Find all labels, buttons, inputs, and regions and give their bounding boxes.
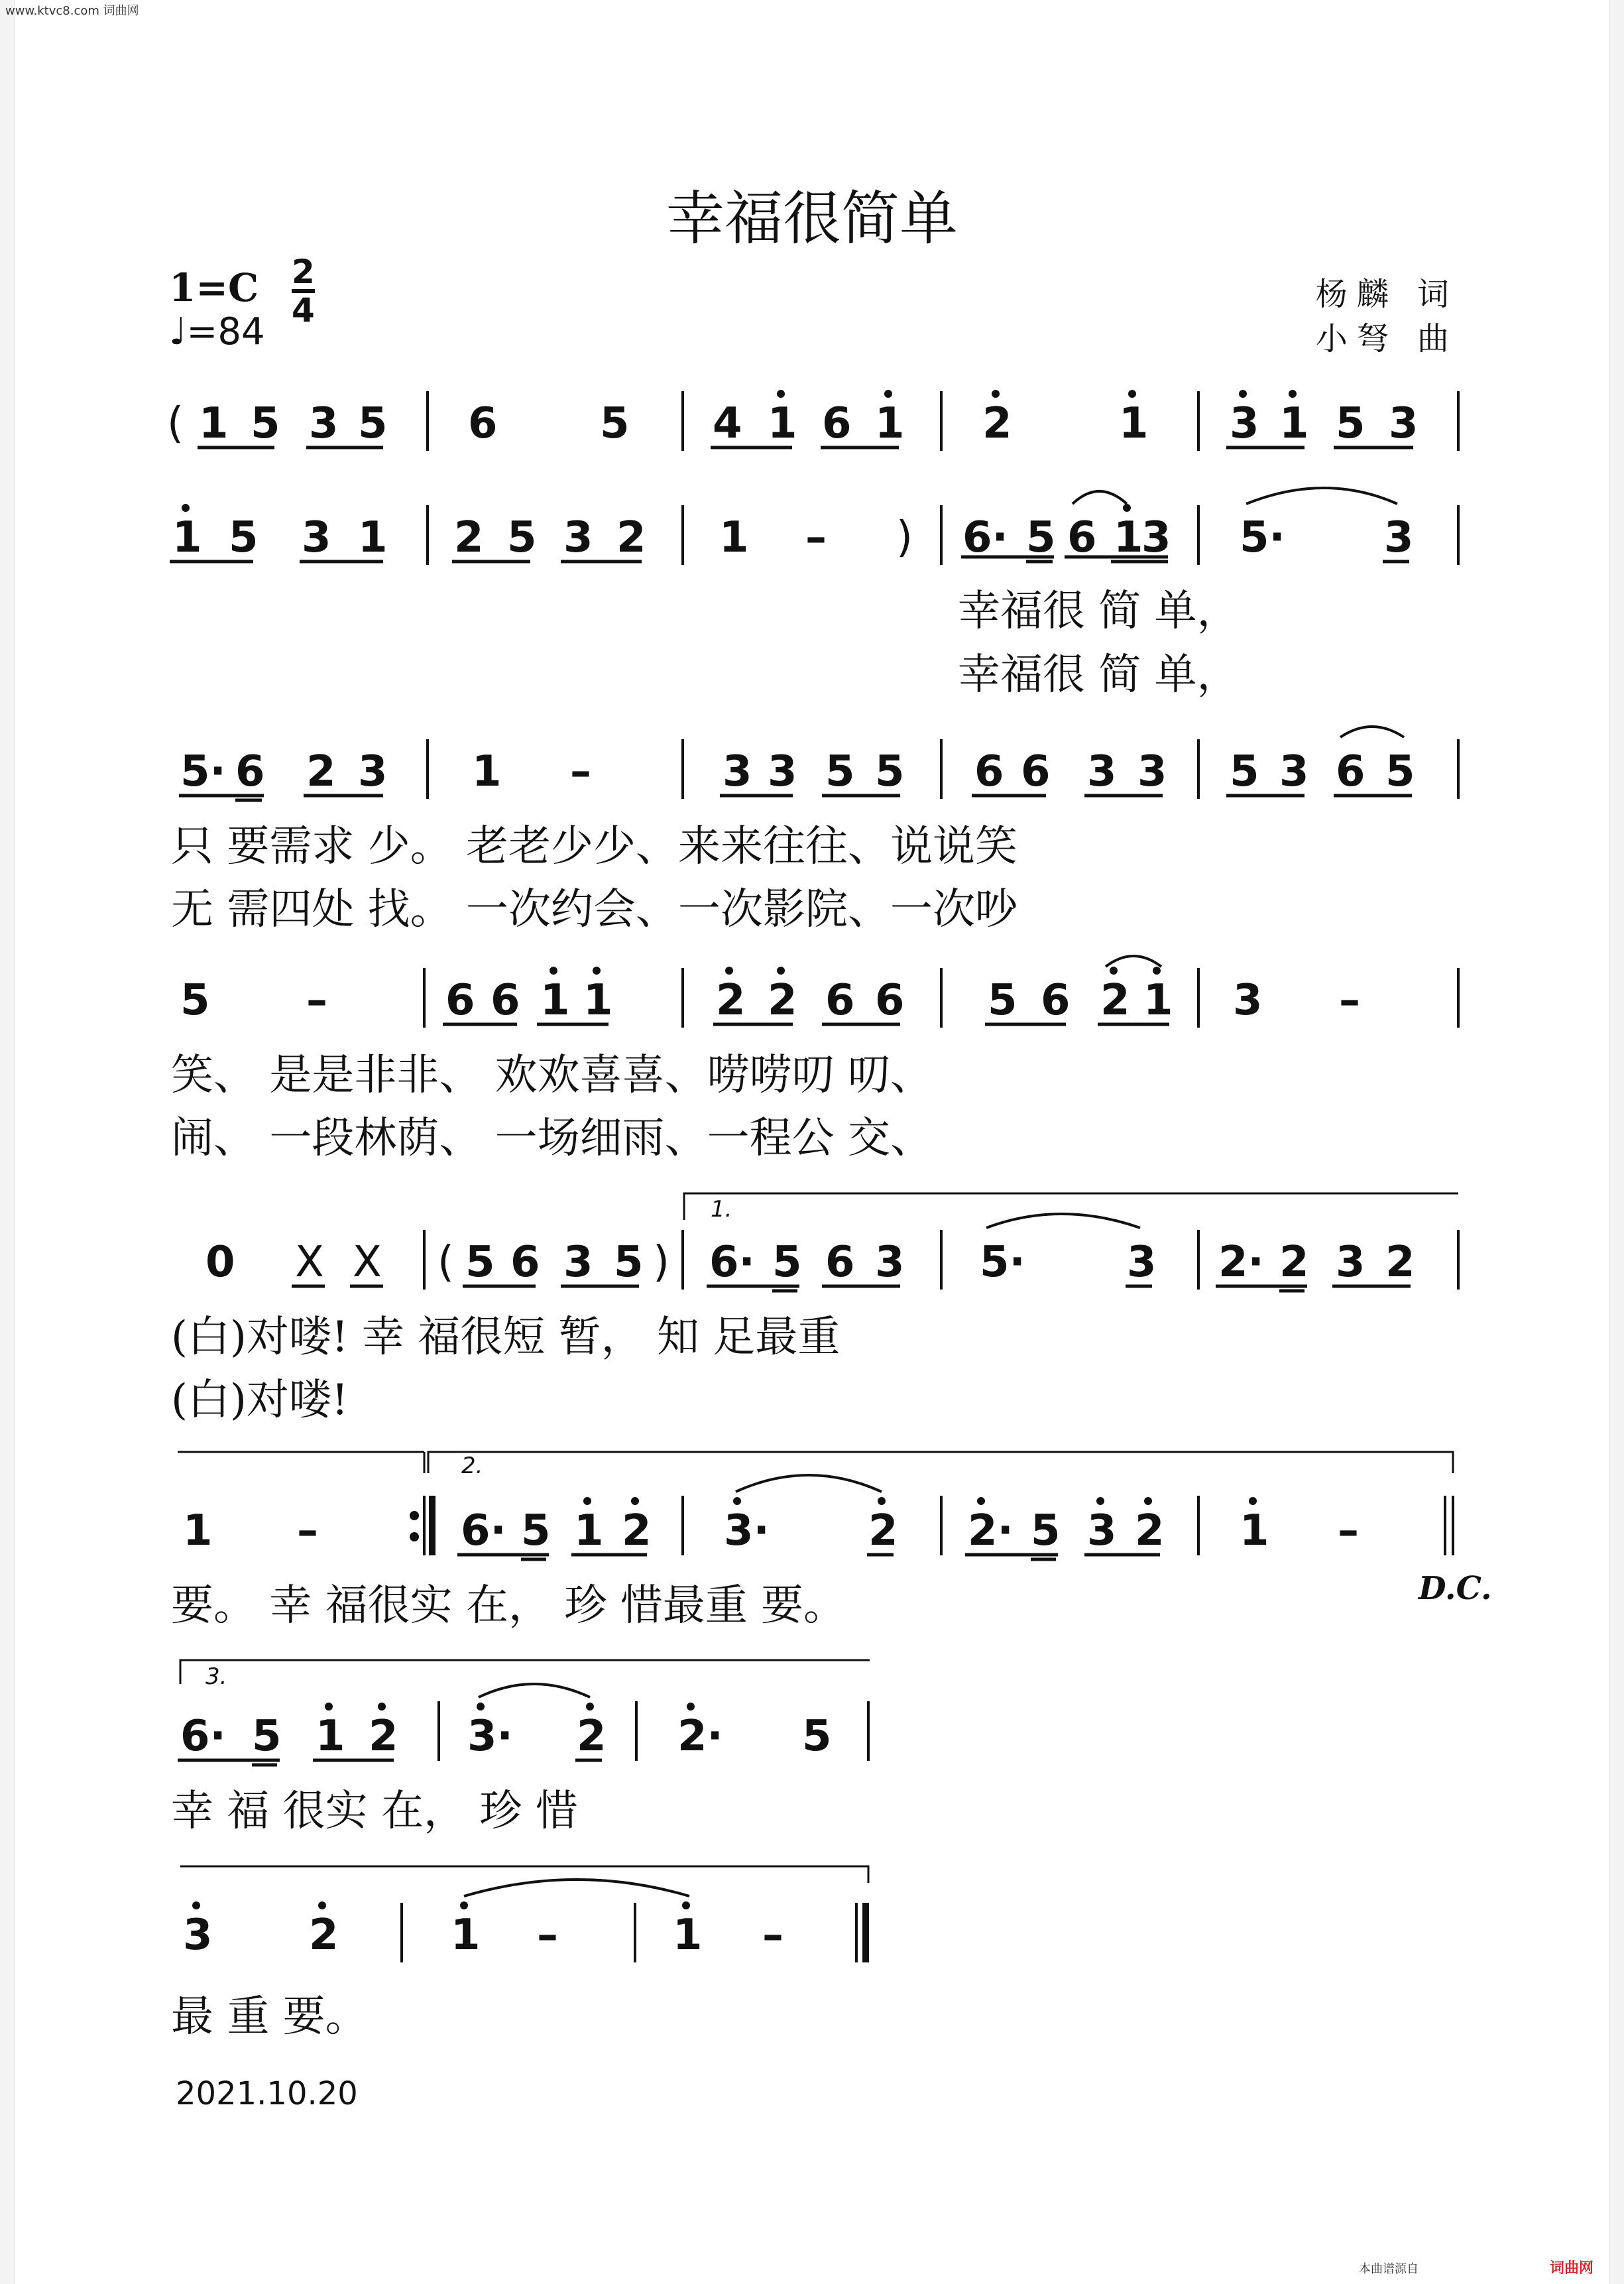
lyric-line: (白)对喽! xyxy=(171,1376,349,1425)
note: 5· xyxy=(180,747,226,796)
lyric-line: 最 重 要。 xyxy=(171,1992,368,2041)
note: 3 xyxy=(875,1238,905,1287)
note: 2· xyxy=(677,1712,723,1761)
dash: – xyxy=(537,1911,558,1960)
lyric-line: 闹、 一段林荫、 一场细雨、一程公 交、 xyxy=(171,1114,933,1163)
note: 6 xyxy=(510,1238,540,1287)
note: 5· xyxy=(1240,513,1285,562)
note: 6· xyxy=(709,1238,755,1287)
note: 2 xyxy=(1385,1238,1415,1287)
note: 5 xyxy=(507,513,537,562)
note: 3 xyxy=(183,1911,213,1960)
volta-1: 1. xyxy=(711,1196,732,1223)
note: 3 xyxy=(768,747,797,796)
note: 5 xyxy=(875,747,905,796)
dash: – xyxy=(306,976,327,1025)
note: 5 xyxy=(252,1712,282,1761)
page-title: 幸福很简单 xyxy=(666,184,958,253)
notation-row-1 xyxy=(167,390,1458,451)
note: 5 xyxy=(521,1506,551,1555)
footer-brand-logo[interactable]: 词曲网 xyxy=(1549,2260,1594,2277)
note: 3 xyxy=(1230,399,1259,448)
tempo-value: =84 xyxy=(186,310,265,353)
notation-row-4 xyxy=(180,956,1458,1028)
note: 5 xyxy=(614,1238,644,1287)
dash: – xyxy=(805,513,827,562)
note: 6· xyxy=(461,1506,506,1555)
note: 1 xyxy=(1114,513,1143,562)
note: 2 xyxy=(454,513,484,562)
note: 5 xyxy=(802,1712,832,1761)
note: 1 xyxy=(451,1911,481,1960)
notation-row-6 xyxy=(178,1452,1453,1559)
note: 6 xyxy=(1021,747,1051,796)
note: 6 xyxy=(1336,747,1365,796)
note: 2· xyxy=(968,1506,1014,1555)
lyric-line: 要。 幸 福很实 在， 珍 惜最重 要。 xyxy=(171,1581,846,1630)
note: 1 xyxy=(719,513,749,562)
note: 6 xyxy=(825,1238,855,1287)
note: 1 xyxy=(1240,1506,1269,1555)
note: X xyxy=(353,1238,382,1287)
note: X xyxy=(295,1238,324,1287)
note: 2 xyxy=(306,747,336,796)
note: 3 xyxy=(309,399,339,448)
note: 2 xyxy=(982,399,1012,448)
note: 1 xyxy=(875,399,905,448)
notation-row-3 xyxy=(179,727,1458,800)
composer-credit: 小弩 曲 xyxy=(1315,320,1458,357)
note: 2 xyxy=(868,1506,898,1555)
site-watermark: www.ktvc8.com 词曲网 xyxy=(5,4,139,18)
note: 5 xyxy=(358,399,388,448)
note: 3 xyxy=(1137,747,1167,796)
notation-row-7 xyxy=(178,1660,870,1765)
note: 5 xyxy=(600,399,630,448)
lyricist-credit: 杨麟 词 xyxy=(1315,276,1458,313)
key-signature: 1=C xyxy=(169,265,259,310)
note: 5 xyxy=(1336,399,1365,448)
note: 1 xyxy=(768,399,797,448)
note: 3 xyxy=(1384,513,1414,562)
lyric-line: 幸福很 简 单， xyxy=(958,650,1240,699)
note: 3 xyxy=(723,747,752,796)
note: 6· xyxy=(180,1712,226,1761)
note: 1 xyxy=(316,1712,345,1761)
note: 3 xyxy=(563,513,593,562)
note: 5 xyxy=(1230,747,1259,796)
note: 6 xyxy=(974,747,1004,796)
notation-row-5 xyxy=(205,1193,1458,1291)
note: 5 xyxy=(1026,513,1056,562)
note: 1 xyxy=(574,1506,604,1555)
dash: – xyxy=(1338,1506,1359,1555)
note: 6 xyxy=(875,976,905,1025)
note: 3 xyxy=(1087,1506,1117,1555)
note: 6· xyxy=(962,513,1008,562)
lyric-line: 笑、 是是非非、 欢欢喜喜、唠唠叨 叨、 xyxy=(171,1051,933,1100)
date-stamp: 2021.10.20 xyxy=(176,2075,358,2112)
note: 6 xyxy=(822,399,852,448)
dash: – xyxy=(297,1506,318,1555)
note: 5· xyxy=(980,1238,1025,1287)
note: 5 xyxy=(251,399,280,448)
volta-3: 3. xyxy=(205,1663,227,1690)
note: 6 xyxy=(235,747,265,796)
lyric-line: 幸福很 简 单， xyxy=(958,587,1240,636)
dash: – xyxy=(762,1911,783,1960)
note: 5 xyxy=(772,1238,802,1287)
note: 5 xyxy=(465,1238,495,1287)
note: 2· xyxy=(1218,1238,1264,1287)
close-paren: ) xyxy=(653,1238,669,1287)
note: 2 xyxy=(616,513,646,562)
note: 5 xyxy=(180,976,210,1025)
footer-source-text: 本曲谱源自 xyxy=(1359,2262,1419,2276)
note: 1 xyxy=(540,976,570,1025)
dash: – xyxy=(570,747,591,796)
note: 2 xyxy=(309,1911,339,1960)
note: 1 xyxy=(1279,399,1309,448)
note: 1 xyxy=(472,747,502,796)
lyric-line: (白)对喽! 幸 福很短 暂， 知 足最重 xyxy=(171,1313,841,1362)
note: 0 xyxy=(205,1238,235,1287)
note: 3 xyxy=(1279,747,1309,796)
notation-row-2 xyxy=(170,488,1458,565)
note: 2 xyxy=(768,976,797,1025)
note: 3 xyxy=(302,513,331,562)
note: 1 xyxy=(1119,399,1149,448)
note: 5 xyxy=(1385,747,1415,796)
notation-row-8 xyxy=(180,1866,868,1962)
volta-2: 2. xyxy=(461,1453,483,1479)
note: 5 xyxy=(825,747,855,796)
note: 3 xyxy=(1127,1238,1157,1287)
note: 2 xyxy=(577,1712,607,1761)
lyric-line: 只 要需求 少。 老老少少、来来往往、说说笑 xyxy=(171,822,1018,871)
lyric-line: 无 需四处 找。 一次约会、一次影院、一次吵 xyxy=(171,885,1018,934)
meter-bottom: 4 xyxy=(292,291,315,330)
note: 3 xyxy=(1087,747,1117,796)
note: 1 xyxy=(183,1506,213,1555)
open-paren: ( xyxy=(437,1238,454,1287)
note: 5 xyxy=(988,976,1017,1025)
note: 1 xyxy=(1143,976,1173,1025)
note: 1 xyxy=(583,976,613,1025)
note: 6 xyxy=(1041,976,1071,1025)
note: 1 xyxy=(172,513,202,562)
note: 1 xyxy=(199,399,229,448)
dash: – xyxy=(1339,976,1360,1025)
quarter-note-icon: ♩ xyxy=(169,310,187,353)
open-paren: ( xyxy=(167,399,184,448)
note: 6 xyxy=(445,976,475,1025)
note: 3· xyxy=(467,1712,513,1761)
note: 1 xyxy=(673,1911,703,1960)
note: 5 xyxy=(1031,1506,1061,1555)
note: 3 xyxy=(563,1238,593,1287)
note: 3 xyxy=(1336,1238,1365,1287)
note: 3 xyxy=(1233,976,1263,1025)
note: 5 xyxy=(229,513,259,562)
note: 2 xyxy=(1100,976,1130,1025)
dc-mark: D.C. xyxy=(1419,1570,1492,1607)
note: 3 xyxy=(358,747,388,796)
note: 4 xyxy=(713,399,742,448)
note: 2 xyxy=(1279,1238,1309,1287)
note: 6 xyxy=(825,976,855,1025)
note: 6 xyxy=(491,976,520,1025)
close-paren: ) xyxy=(896,513,913,562)
note: 1 xyxy=(358,513,388,562)
note: 2 xyxy=(1135,1506,1165,1555)
note: 2 xyxy=(622,1506,652,1555)
note: 6 xyxy=(1067,513,1097,562)
note: 3 xyxy=(1389,399,1419,448)
meter-top: 2 xyxy=(292,253,315,291)
lyric-line: 幸 福 很实 在， 珍 惜 xyxy=(171,1787,578,1836)
note: 3· xyxy=(724,1506,770,1555)
note: 6 xyxy=(468,399,498,448)
note: 3 xyxy=(1141,513,1171,562)
note: 2 xyxy=(369,1712,398,1761)
note: 2 xyxy=(716,976,746,1025)
